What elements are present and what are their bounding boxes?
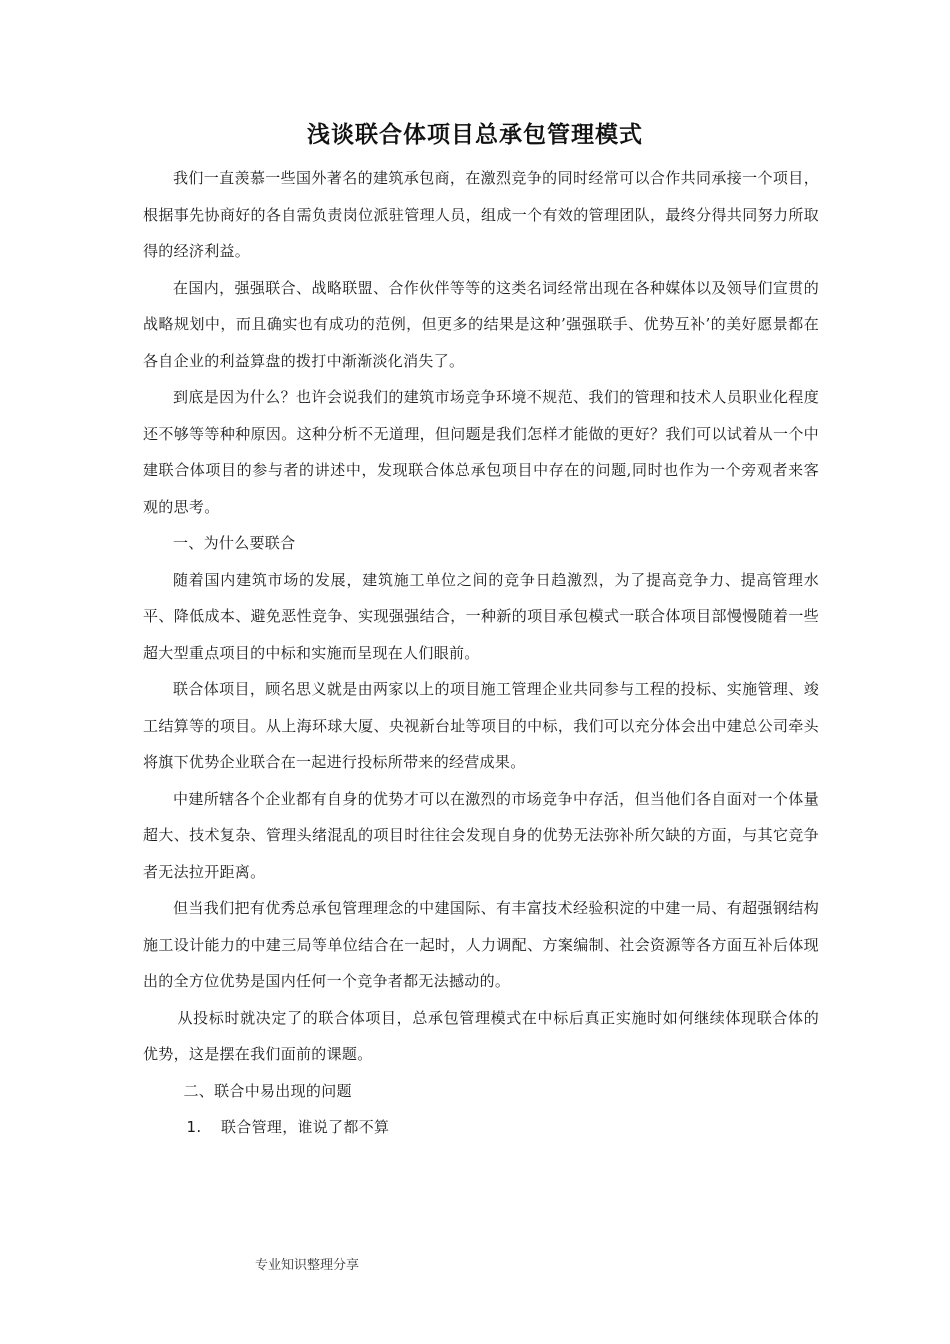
list-item-number: 1.	[186, 1118, 202, 1136]
list-item-text: 联合管理，谁说了都不算	[221, 1118, 390, 1136]
paragraph-section1-2: 联合体项目，顾名思义就是由两家以上的项目施工管理企业共同参与工程的投标、实施管理、竣工结算等的项目。从上海环球大厦、央视新台址等项目的中标，我们可以充分体会出中建总公司牵头将旗下优势企业联合在一起进行投标所带来的经营成果。	[143, 680, 819, 771]
page-footer: 专业知识整理分享	[255, 1258, 360, 1273]
list-item	[143, 1109, 819, 1146]
paragraph-section1-3: 中建所辖各个企业都有自身的优势才可以在激烈的市场竞争中存活，但当他们各自面对一个体量超大、技术复杂、管理头绪混乱的项目时往往会发现自身的优势无法弥补所欠缺的方面，与其它竞争者无法拉开距离。	[143, 789, 819, 881]
paragraph-intro-1: 我们一直羡慕一些国外著名的建筑承包商，在激烈竞争的同时经常可以合作共同承接一个项目，根据事先协商好的各自需负责岗位派驻管理人员，组成一个有效的管理团队，最终分得共同努力所取得的经济利益。	[143, 169, 819, 260]
paragraph-section1-5: 从投标时就决定了的联合体项目，总承包管理模式在中标后真正实施时如何继续体现联合体的优势，这是摆在我们面前的课题。	[143, 1008, 819, 1063]
document-body	[143, 160, 819, 1146]
section-heading-2: 二、联合中易出现的问题	[183, 1081, 352, 1100]
paragraph-section1-1: 随着国内建筑市场的发展，建筑施工单位之间的竞争日趋激烈，为了提高竞争力、提高管理水平、降低成本、避免恶性竞争、实现强强结合，一种新的项目承包模式一联合体项目部慢慢随着一些超大型重点项目的中标和实施而呈现在人们眼前。	[143, 570, 819, 662]
paragraph-intro-3: 到底是因为什么？也许会说我们的建筑市场竞争环境不规范、我们的管理和技术人员职业化程度还不够等等种种原因。这种分析不无道理，但问题是我们怎样才能做的更好？我们可以试着从一个中建联合体项目的参与者的讲述中，发现联合体总承包项目中存在的问题,同时也作为一个旁观者来客观的思考。	[143, 388, 819, 516]
paragraph-section1-4: 但当我们把有优秀总承包管理理念的中建国际、有丰富技术经验积淀的中建一局、有超强钢结构施工设计能力的中建三局等单位结合在一起时，人力调配、方案编制、社会资源等各方面互补后体现出的全方位优势是国内任何一个竞争者都无法撼动的。	[143, 899, 819, 990]
document-title: 浅谈联合体项目总承包管理模式	[307, 122, 643, 148]
paragraph-intro-2: 在国内，强强联合、战略联盟、合作伙伴等等的这类名词经常出现在各种媒体以及领导们宣贯的战略规划中，而且确实也有成功的范例，但更多的结果是这种’强强联手、优势互补’的美好愿景都在各自企业的利益算盘的拨打中渐渐淡化消失了。	[143, 278, 819, 370]
section-heading-1: 一、为什么要联合	[173, 534, 296, 552]
